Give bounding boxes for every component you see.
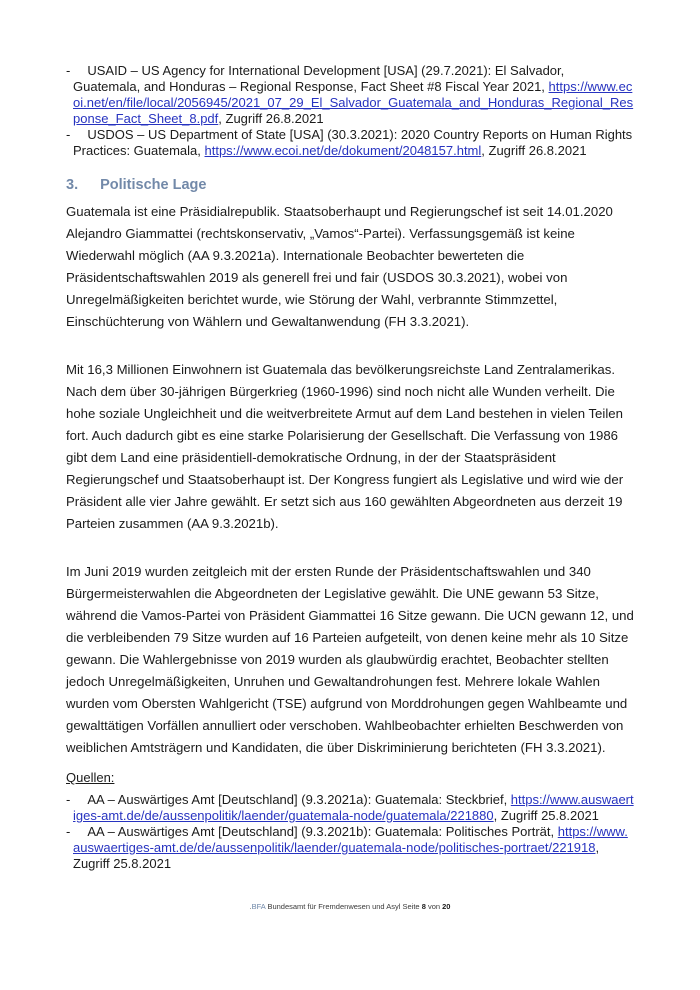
paragraph-country-background: Mit 16,3 Millionen Einwohnern ist Guatemala das bevölkerungsreichste Land Zentralamerikas. Nach dem über 30-jährigen Bürgerkrieg (1960-1996) sind noch nicht alle Wunden verheilt. Die hohe soziale Ungleichheit und die weitverbreitete Armut auf dem Land bestehen in vielen Teilen fort. Auch dadurch gibt es eine starke Polarisierung der Gesellschaft. Die Verfassung von 1986 gibt dem Land eine präsidentiell-demokratische Ordnung, in der der Staatspräsident Regierungschef und Staatsoberhaupt ist. Der Kongress fungiert als Legislative und wird wie der Präsident alle vier Jahre gewählt. Er setzt sich aus 160 gewählten Abgeordneten aus derzeit 19 Parteien zusammen (AA 9.3.2021b). (66, 362, 624, 531)
paragraph-political-overview: Guatemala ist eine Präsidialrepublik. Staatsoberhaupt und Regierungschef ist seit 14.01.2020 Alejandro Giammattei (rechtskonservativ, „Vamos“-Partei). Verfassungsgemäß ist keine Wiederwahl möglich (AA 9.3.2021a). Internationale Beobachter bewerteten die Präsidentschaftswahlen 2019 als generell frei und fair (USDOS 30.3.2021), wobei von Unregelmäßigkeiten berichtet wurde, wie Störung der Wahl, verbrannte Stimmzettel, Einschüchterung von Wählern und Gewaltanwendung (FH 3.3.2021). (66, 204, 613, 329)
source-text: AA – Auswärtiges Amt [Deutschland] (9.3.2021b): Guatemala: Politisches Porträt, (87, 824, 558, 839)
footer-page-number: 8 (421, 902, 426, 911)
sources-label: Quellen: (66, 770, 115, 785)
bfa-logo-text: BFA (251, 902, 266, 911)
hyperlink[interactable]: https://www.ecoi.net/de/dokument/2048157.html (204, 143, 482, 158)
footer-of-label: von (425, 902, 443, 911)
source-item (66, 824, 634, 872)
source-item (66, 63, 634, 127)
section-title: Politische Lage (100, 177, 207, 193)
source-text: , Zugriff 25.8.2021 (493, 808, 599, 823)
hyperlink[interactable]: https://www.auswaertiges-amt.de/de/aussenpolitik/laender/guatemala-node/guatemala/221880 (73, 792, 634, 823)
source-text: , Zugriff 26.8.2021 (481, 143, 587, 158)
section-number: 3. (66, 177, 79, 193)
section-heading (66, 177, 634, 194)
source-item (66, 127, 634, 159)
page-footer (0, 902, 700, 912)
source-list-quellen (66, 792, 634, 872)
page-content (66, 63, 634, 872)
bfa-logo-dot: . (249, 902, 252, 911)
source-item (66, 792, 634, 824)
footer-page-total: 20 (442, 902, 451, 911)
source-text: AA – Auswärtiges Amt [Deutschland] (9.3.2021a): Guatemala: Steckbrief, (87, 792, 511, 807)
source-text: USAID – US Agency for International Development [USA] (29.7.2021): El Salvador, Guatemala, and Honduras – Regional Response, Fact Sheet #8 Fiscal Year 2021, (73, 63, 565, 94)
source-list-top (66, 63, 634, 159)
bullet-marker: - (66, 63, 71, 78)
bullet-marker: - (66, 824, 71, 839)
source-text: USDOS – US Department of State [USA] (30.3.2021): 2020 Country Reports on Human Rights Practices: Guatemala, (73, 127, 633, 158)
bullet-marker: - (66, 792, 71, 807)
footer-office-text: Bundesamt für Fremdenwesen und Asyl Seite (265, 902, 422, 911)
bullet-marker: - (66, 127, 71, 142)
hyperlink[interactable]: https://www.ecoi.net/en/file/local/2056945/2021_07_29_El_Salvador_Guatemala_and_Honduras_Regional_Response_Fact_Sheet_8.pdf (73, 79, 634, 126)
source-text: , Zugriff 26.8.2021 (218, 111, 324, 126)
source-text: , Zugriff 25.8.2021 (73, 840, 600, 871)
paragraph-elections-2019: Im Juni 2019 wurden zeitgleich mit der ersten Runde der Präsidentschaftswahlen und 340 Bürgermeisterwahlen die Abgeordneten der Legislative gewählt. Die UNE gewann 53 Sitze, während die Vamos-Partei von Präsident Giammattei 16 Sitze gewann. Die UCN gewann 12, und die verbleibenden 79 Sitze wurden auf 16 Parteien aufgeteilt, von denen keine mehr als 10 Sitze gewann. Die Wahlergebnisse von 2019 wurden als glaubwürdig erachtet, Beobachter stellten jedoch Unregelmäßigkeiten, Unruhen und Gewaltandrohungen fest. Mehrere lokale Wahlen wurden vom Obersten Wahlgericht (TSE) aufgrund von Morddrohungen gegen Wahlbeamte und gewalttätigen Vorfällen annulliert oder verschoben. Wahlbeobachter erhielten Beschwerden von weiblichen Amtsträgern und Kandidaten, die über Diskriminierung berichteten (FH 3.3.2021). (66, 564, 634, 755)
hyperlink[interactable]: https://www.auswaertiges-amt.de/de/aussenpolitik/laender/guatemala-node/politisches-portraet/221918 (73, 824, 628, 855)
